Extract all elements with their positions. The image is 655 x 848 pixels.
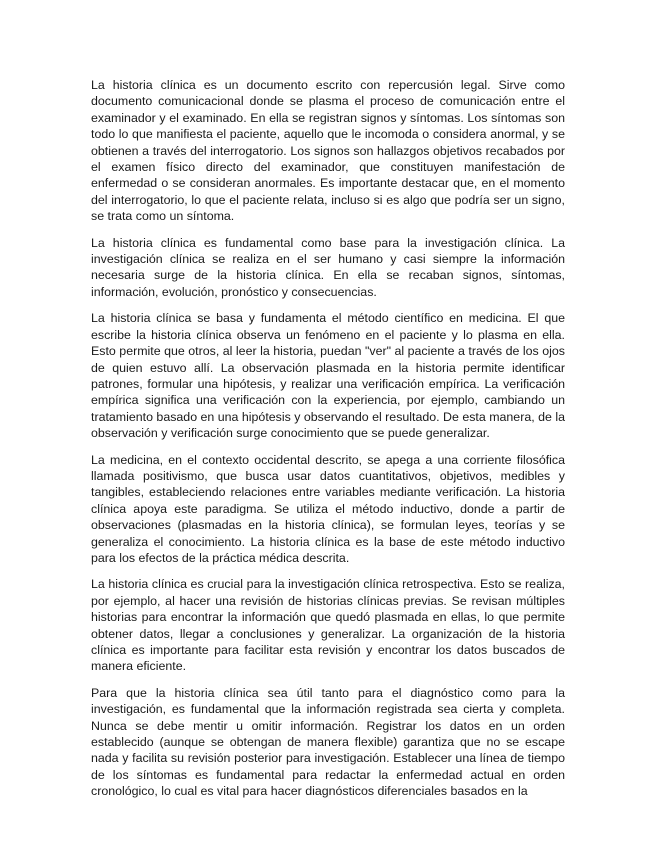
paragraph-2: La historia clínica es fundamental como base para la investigación clínica. La investigación clínica se realiza en el ser humano y casi siempre la información necesaria surge de la historia clínica. En ella se recaban signos, síntomas, información, evolución, pronóstico y consecuencias. (91, 235, 565, 299)
paragraph-3: La historia clínica se basa y fundamenta el método científico en medicina. El que escribe la historia clínica observa un fenómeno en el paciente y lo plasma en ella. Esto permite que otros, al leer la historia, puedan "ver" al paciente a través de los ojos de quien estuvo allí. La observación plasmada en la historia permite identificar patrones, formular una hipótesis, y realizar una verificación empírica. La verificación empírica significa una verificación con la experiencia, por ejemplo, cambiando un tratamiento basado en una hipótesis y observando el resultado. De esta manera, de la observación y verificación surge conocimiento que se puede generalizar. (91, 311, 565, 441)
paragraph-6: Para que la historia clínica sea útil tanto para el diagnóstico como para la investigación, es fundamental que la información registrada sea cierta y completa. Nunca se debe mentir u omitir información. Registrar los datos en un orden establecido (aunque se obtengan de manera flexible) garantiza que no se escape nada y facilita su revisión posterior para investigación. Establecer una línea de tiempo de los síntomas es fundamental para redactar la enfermedad actual en orden cronológico, lo cual es vital para hacer diagnósticos diferenciales basados en la (91, 685, 565, 799)
document-body (91, 77, 565, 810)
paragraph-4: La medicina, en el contexto occidental descrito, se apega a una corriente filosófica llamada positivismo, que busca usar datos cuantitativos, objetivos, medibles y tangibles, estableciendo relaciones entre variables mediante verificación. La historia clínica apoya este paradigma. Se utiliza el método inductivo, donde a partir de observaciones (plasmadas en la historia clínica), se formulan leyes, teorías y se generaliza el conocimiento. La historia clínica es la base de este método inductivo para los efectos de la práctica médica descrita. (91, 452, 565, 565)
paragraph-1: La historia clínica es un documento escrito con repercusión legal. Sirve como documento comunicacional donde se plasma el proceso de comunicación entre el examinador y el examinado. En ella se registran signos y síntomas. Los síntomas son todo lo que manifiesta el paciente, aquello que le incomoda o considera anormal, y se obtienen a través del interrogatorio. Los signos son hallazgos objetivos recabados por el examen físico directo del examinador, que constituyen manifestación de enfermedad o se consideran anormales. Es importante destacar que, en el momento del interrogatorio, lo que el paciente relata, incluso si es algo que podría ser un signo, se trata como un síntoma. (91, 78, 565, 224)
paragraph-5: La historia clínica es crucial para la investigación clínica retrospectiva. Esto se realiza, por ejemplo, al hacer una revisión de historias clínicas previas. Se revisan múltiples historias para encontrar la información que quedó plasmada en ellas, lo que permite obtener datos, llegar a conclusiones y generalizar. La organización de la historia clínica es importante para facilitar esta revisión y encontrar los datos buscados de manera eficiente. (91, 577, 565, 674)
